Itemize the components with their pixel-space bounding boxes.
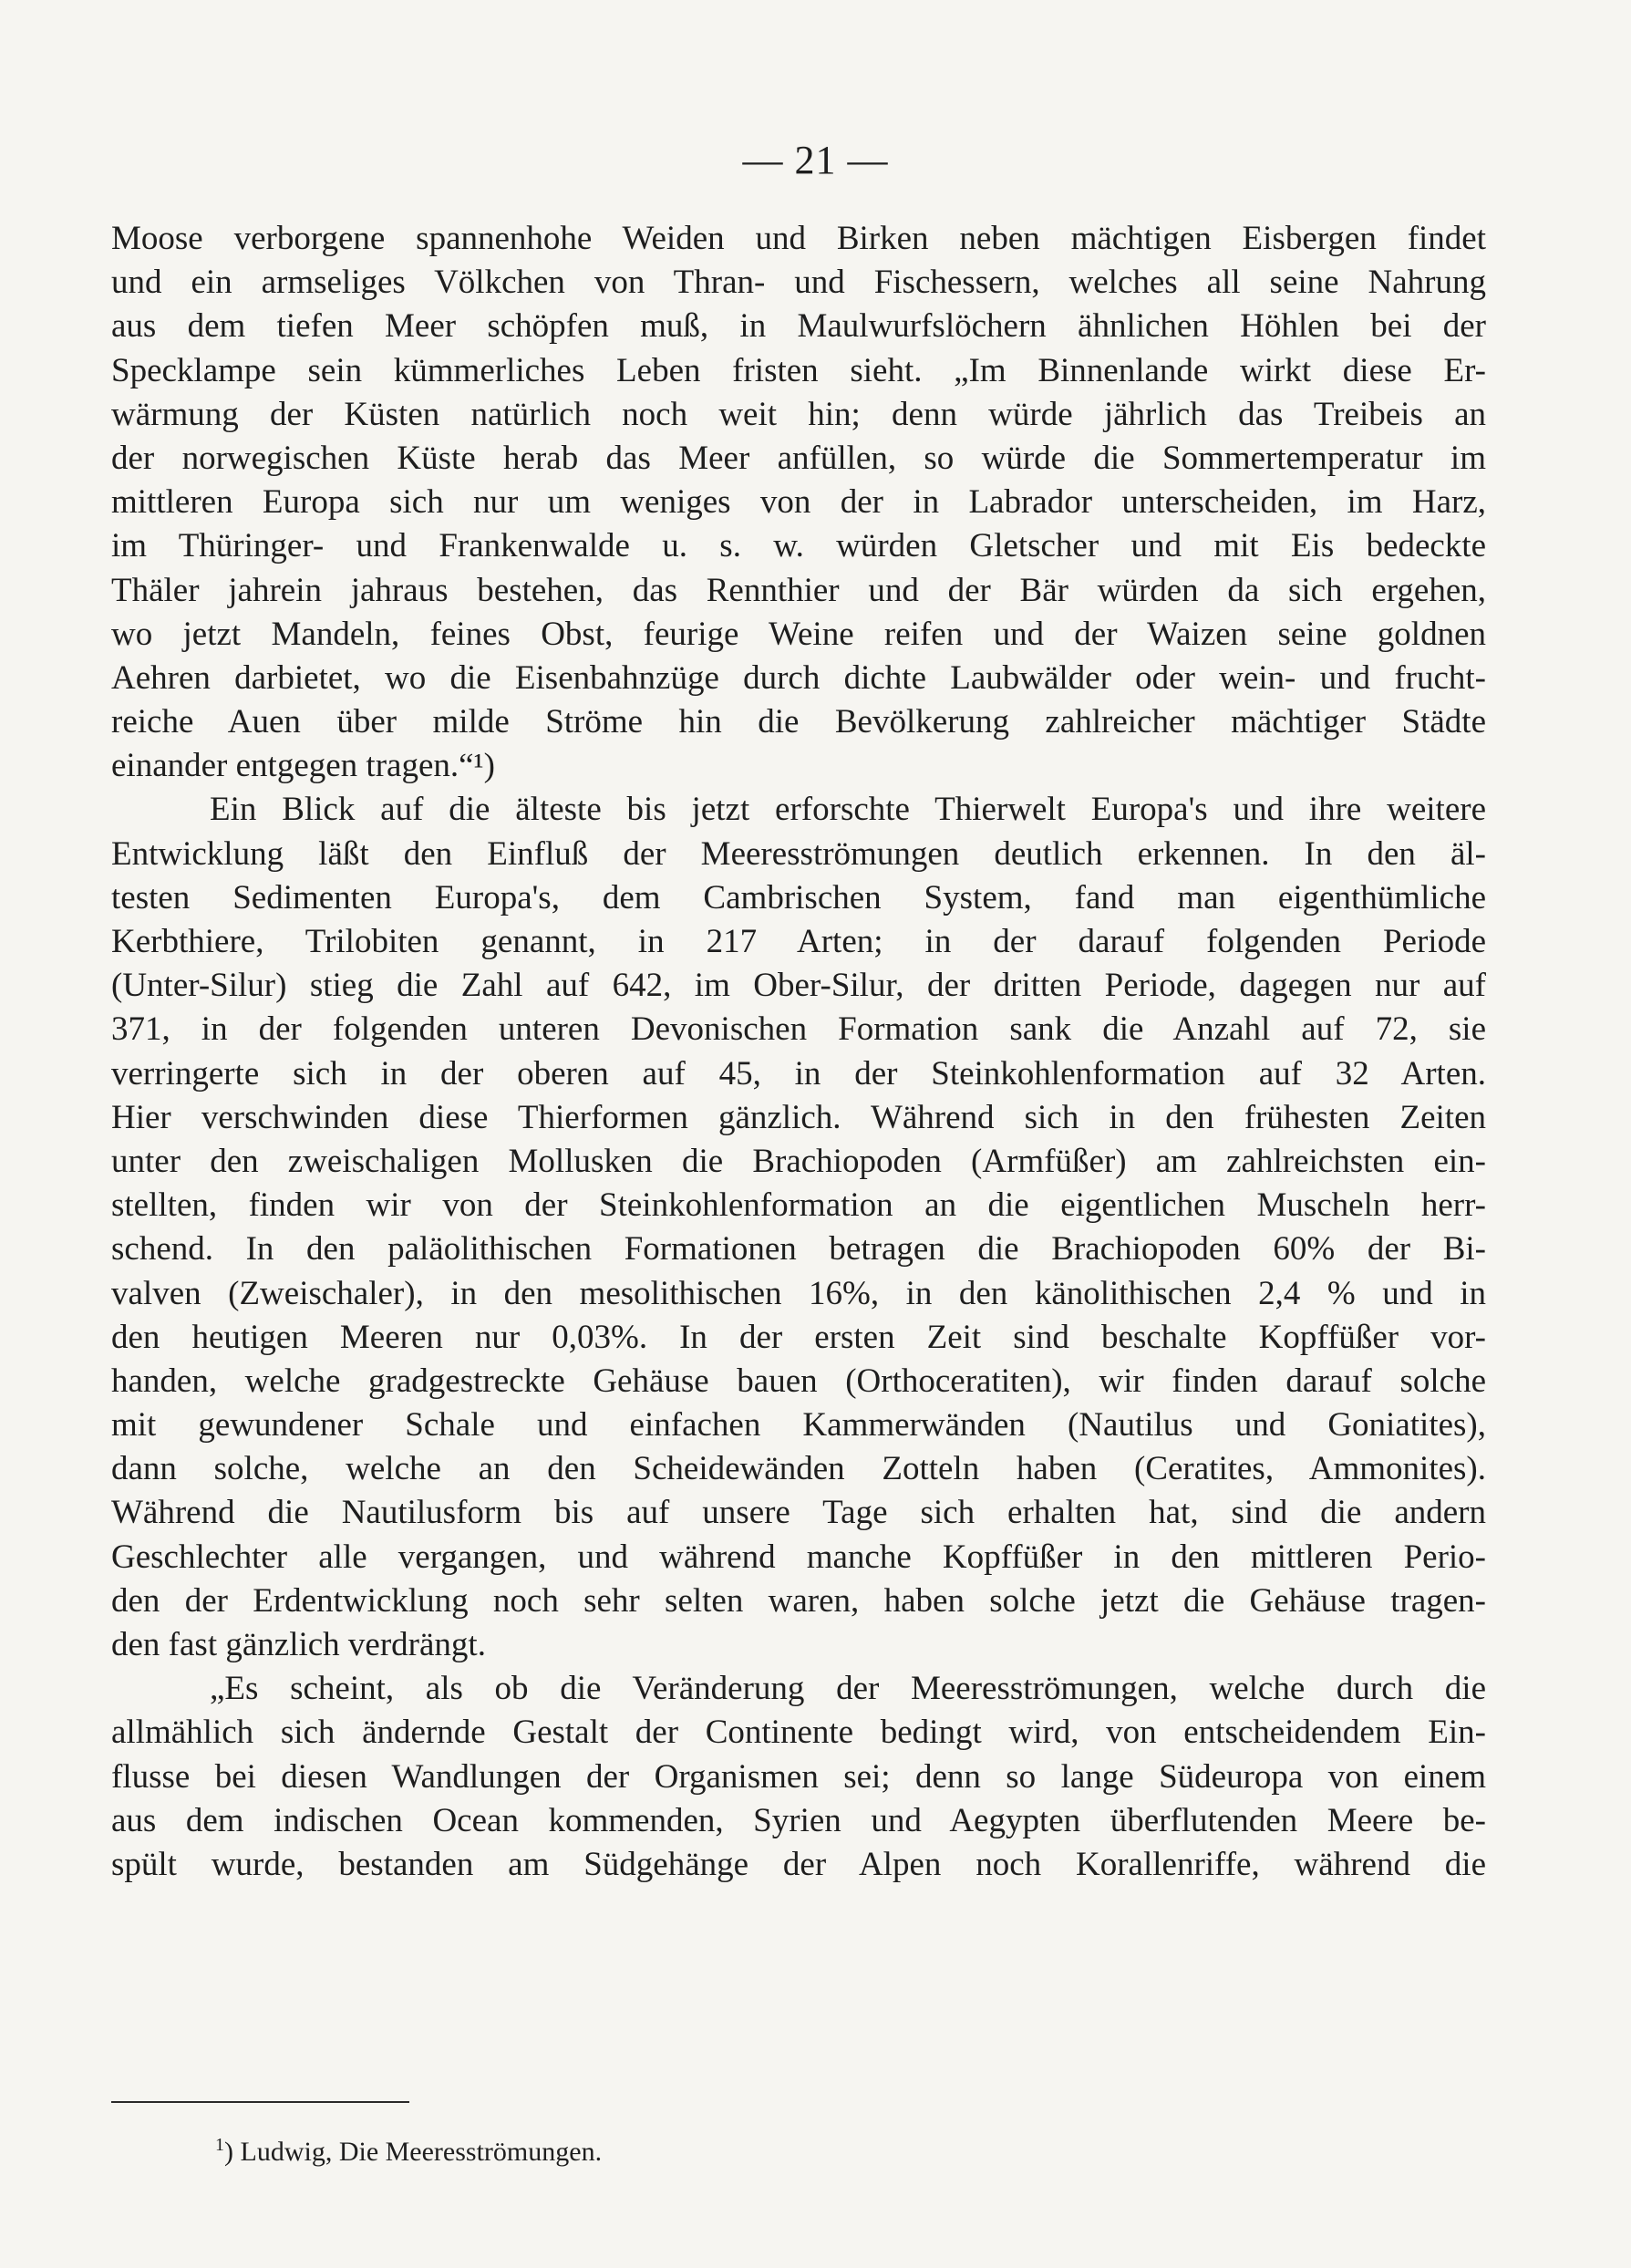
text-line: und ein armseliges Völkchen von Thran- und Fischessern, welches all seine Nahrung	[111, 264, 1486, 302]
footnote	[215, 2134, 602, 2170]
text-line: Thäler jahrein jahraus bestehen, das Rennthier und der Bär würden da sich ergehen,	[111, 571, 1486, 609]
text-line: Aehren darbietet, wo die Eisenbahnzüge durch dichte Laubwälder oder wein- und frucht-	[111, 658, 1486, 697]
text-line: flusse bei diesen Wandlungen der Organismen sei; denn so lange Südeuropa von einem	[111, 1757, 1486, 1796]
text-line: 371, in der folgenden unteren Devonischen Formation sank die Anzahl auf 72, sie	[111, 1010, 1486, 1049]
footnote-text: ) Ludwig, Die Meeresströmungen.	[224, 2137, 603, 2167]
text-line: dann solche, welche an den Scheidewänden Zotteln haben (Ceratites, Ammonites).	[111, 1450, 1486, 1488]
text-line: handen, welche gradgestreckte Gehäuse bauen (Orthoceratiten), wir finden darauf solche	[111, 1362, 1486, 1400]
text-line: testen Sedimenten Europa's, dem Cambrischen System, fand man eigenthümliche	[111, 878, 1486, 917]
text-line: Während die Nautilusform bis auf unsere Tage sich erhalten hat, sind die andern	[111, 1494, 1486, 1532]
text-line: einander entgegen tragen.“¹)	[111, 747, 495, 785]
text-line: Kerbthiere, Trilobiten genannt, in 217 Arten; in der darauf folgenden Periode	[111, 923, 1486, 960]
text-line: Ein Blick auf die älteste bis jetzt erforschte Thierwelt Europa's und ihre weitere	[210, 791, 1486, 829]
text-line: mittleren Europa sich nur um weniges von der in Labrador unterscheiden, im Harz,	[111, 483, 1486, 522]
text-line: Geschlechter alle vergangen, und während manche Kopffüßer in den mittleren Perio-	[111, 1538, 1486, 1576]
page-number: — 21 —	[742, 138, 889, 182]
text-line: spült wurde, bestanden am Südgehänge der Alpen noch Korallenriffe, während die	[111, 1845, 1486, 1883]
text-line: mit gewundener Schale und einfachen Kammerwänden (Nautilus und Goniatites),	[111, 1406, 1486, 1445]
text-line: den fast gänzlich verdrängt.	[111, 1626, 486, 1663]
text-line: unter den zweischaligen Mollusken die Brachiopoden (Armfüßer) am zahlreichsten ein-	[111, 1142, 1486, 1180]
text-line: valven (Zweischaler), in den mesolithischen 16%, in den känolithischen 2,4 % und in	[111, 1274, 1486, 1312]
text-line: aus dem tiefen Meer schöpfen muß, in Maulwurfslöchern ähnlichen Höhlen bei der	[111, 307, 1486, 346]
text-line: „Es scheint, als ob die Veränderung der Meeresströmungen, welche durch die	[210, 1670, 1486, 1708]
text-line: wärmung der Küsten natürlich noch weit hin; denn würde jährlich das Treibeis an	[111, 395, 1486, 433]
footnote-divider	[111, 2101, 409, 2103]
body-text	[111, 217, 1486, 1887]
text-line: Moose verborgene spannenhohe Weiden und Birken neben mächtigen Eisbergen findet	[111, 220, 1486, 257]
footnote-marker: 1	[215, 2135, 224, 2155]
text-line: stellten, finden wir von der Steinkohlenformation an die eigentlichen Muscheln herr-	[111, 1186, 1486, 1225]
text-line: den der Erdentwicklung noch sehr selten waren, haben solche jetzt die Gehäuse tragen-	[111, 1581, 1486, 1620]
text-line: Specklampe sein kümmerliches Leben fristen sieht. „Im Binnenlande wirkt diese Er-	[111, 351, 1486, 389]
text-line: aus dem indischen Ocean kommenden, Syrien und Aegypten überflutenden Meere be-	[111, 1801, 1486, 1839]
text-line: verringerte sich in der oberen auf 45, in der Steinkohlenformation auf 32 Arten.	[111, 1054, 1486, 1093]
text-line: Hier verschwinden diese Thierformen gänzlich. Während sich in den frühesten Zeiten	[111, 1098, 1486, 1136]
text-line: wo jetzt Mandeln, feines Obst, feurige Weine reifen und der Waizen seine goldnen	[111, 615, 1486, 653]
text-line: Entwicklung läßt den Einfluß der Meeresströmungen deutlich erkennen. In den äl-	[111, 834, 1486, 873]
text-line: allmählich sich ändernde Gestalt der Continente bedingt wird, von entscheidendem Ein-	[111, 1714, 1486, 1752]
text-line: (Unter-Silur) stieg die Zahl auf 642, im Ober-Silur, der dritten Periode, dagegen nur auf	[111, 967, 1486, 1005]
text-line: schend. In den paläolithischen Formationen betragen die Brachiopoden 60% der Bi-	[111, 1230, 1486, 1269]
text-line: der norwegischen Küste herab das Meer anfüllen, so würde die Sommertemperatur im	[111, 439, 1486, 477]
text-line: den heutigen Meeren nur 0,03%. In der ersten Zeit sind beschalte Kopffüßer vor-	[111, 1318, 1486, 1356]
text-line: reiche Auen über milde Ströme hin die Bevölkerung zahlreicher mächtiger Städte	[111, 703, 1486, 741]
text-line: im Thüringer- und Frankenwalde u. s. w. würden Gletscher und mit Eis bedeckte	[111, 527, 1486, 565]
